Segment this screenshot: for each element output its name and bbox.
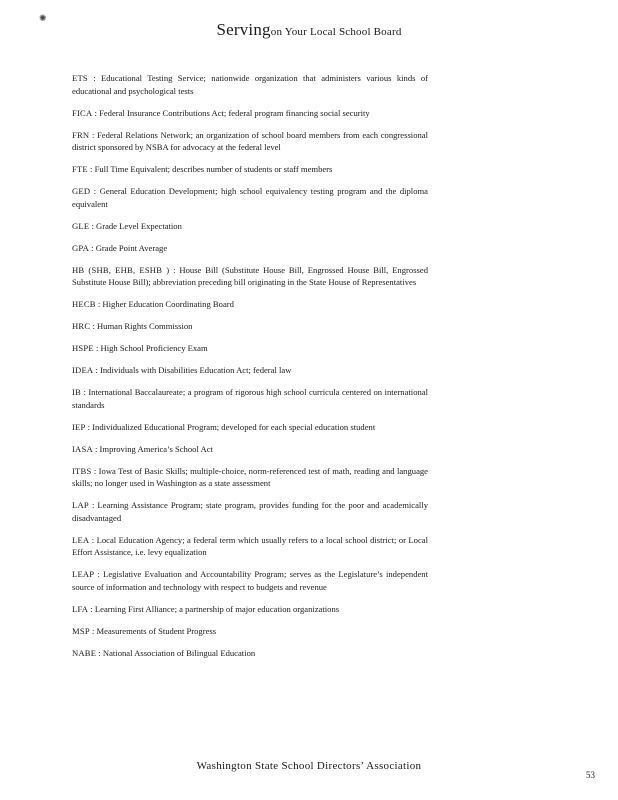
glossary-entry [72, 242, 428, 255]
entry-abbr: ITBS [72, 465, 92, 476]
glossary-entry [72, 163, 428, 176]
page-footer: Washington State School Directors’ Association [196, 760, 422, 772]
entry-text: : National Association of Bilingual Education [98, 647, 256, 658]
entry-abbr: MSP [72, 625, 90, 636]
entry-abbr: HRC [72, 321, 91, 331]
header-title-rest: on Your Local School Board [270, 26, 402, 38]
glossary-entry [72, 625, 428, 638]
entry-text: : Improving America’s School Act [95, 443, 213, 454]
entry-abbr: FICA [72, 107, 93, 118]
entry-abbr: GPA [72, 242, 90, 253]
entry-text: : House Bill (Substitute House Bill, Engrossed House Bill, Engrossed Substitute House Bill); abbreviation preceding bill originating in the State House of Representatives [72, 264, 428, 287]
entry-text: : Grade Level Expectation [91, 220, 182, 231]
entry-abbr: IB [72, 387, 81, 397]
entry-text: : Human Rights Commission [92, 321, 193, 331]
glossary-entry [72, 364, 428, 377]
glossary-entry [72, 298, 428, 311]
entry-text: : General Education Development; high school equivalency testing program and the diploma equivalent [72, 186, 428, 209]
header-title-big: Serving [216, 20, 271, 39]
entry-abbr: HB (SHB, EHB, ESHB ) [72, 264, 170, 275]
entry-text: : Individualized Educational Program; developed for each special education student [87, 421, 376, 432]
entry-text: : Legislative Evaluation and Accountability Program; serves as the Legislature’s independent source of information and technology with respect to budgets and revenue [72, 569, 428, 592]
entry-text: : Learning Assistance Program; state program, provides funding for the poor and academically disadvantaged [72, 500, 428, 523]
glossary-entry [72, 129, 428, 154]
glossary-entry [72, 342, 428, 355]
glossary-entry [72, 220, 428, 233]
sparkle-icon: ✺ [39, 13, 47, 23]
entry-abbr: HSPE [72, 343, 94, 353]
entry-abbr: IEP [72, 421, 86, 432]
glossary-entry [72, 107, 428, 120]
glossary-entry [72, 443, 428, 456]
entry-text: : Measurements of Student Progress [91, 625, 217, 636]
page-number: 53 [586, 770, 595, 780]
glossary-entry [72, 499, 428, 524]
entry-abbr: GED [72, 186, 91, 196]
entry-text: : Higher Education Coordinating Board [97, 299, 234, 309]
glossary-entry [72, 72, 428, 97]
entry-text: : Full Time Equivalent; describes number of students or staff members [90, 164, 333, 174]
entry-abbr: LAP [72, 500, 89, 510]
entry-text: : High School Proficiency Exam [95, 343, 208, 353]
entry-abbr: FRN [72, 129, 90, 140]
glossary-entry [72, 320, 428, 333]
glossary-list [72, 72, 428, 669]
entry-abbr: LFA [72, 603, 89, 614]
entry-text: : Federal Insurance Contributions Act; federal program financing social security [94, 107, 370, 118]
entry-text: : Learning First Alliance; a partnership of major education organizations [90, 603, 340, 614]
glossary-entry [72, 386, 428, 411]
glossary-entry [72, 568, 428, 593]
glossary-entry [72, 603, 428, 616]
entry-abbr: FTE [72, 164, 88, 174]
entry-abbr: NABE [72, 647, 97, 658]
entry-abbr: LEA [72, 534, 90, 545]
entry-text: : Local Education Agency; a federal term which usually refers to a local school district; or Local Effort Assistance, i.e. levy equalization [72, 534, 428, 557]
glossary-entry [72, 465, 428, 490]
entry-abbr: LEAP [72, 569, 95, 579]
glossary-entry [72, 185, 428, 210]
entry-text: : Grade Point Average [91, 242, 168, 253]
glossary-entry [72, 534, 428, 559]
entry-abbr: ETS [72, 73, 88, 83]
entry-text: : Iowa Test of Basic Skills; multiple-choice, norm-referenced test of math, reading and language skills; no longer used in Washington as a state assessment [72, 465, 428, 488]
entry-text: : Individuals with Disabilities Education Act; federal law [95, 365, 292, 375]
entry-abbr: IDEA [72, 365, 94, 375]
entry-abbr: GLE [72, 220, 90, 231]
entry-text: : Federal Relations Network; an organization of school board members from each congressional district sponsored by NSBA for advocacy at the federal level [72, 129, 428, 152]
entry-text: : International Baccalaureate; a program of rigorous high school curricula centered on international standards [72, 387, 428, 410]
entry-text: : Educational Testing Service; nationwide organization that administers various kinds of educational and psychological tests [72, 73, 428, 96]
entry-abbr: HECB [72, 299, 96, 309]
glossary-entry [72, 421, 428, 434]
glossary-entry [72, 264, 428, 289]
glossary-entry [72, 647, 428, 660]
page-header [0, 13, 618, 40]
entry-abbr: IASA [72, 443, 93, 454]
